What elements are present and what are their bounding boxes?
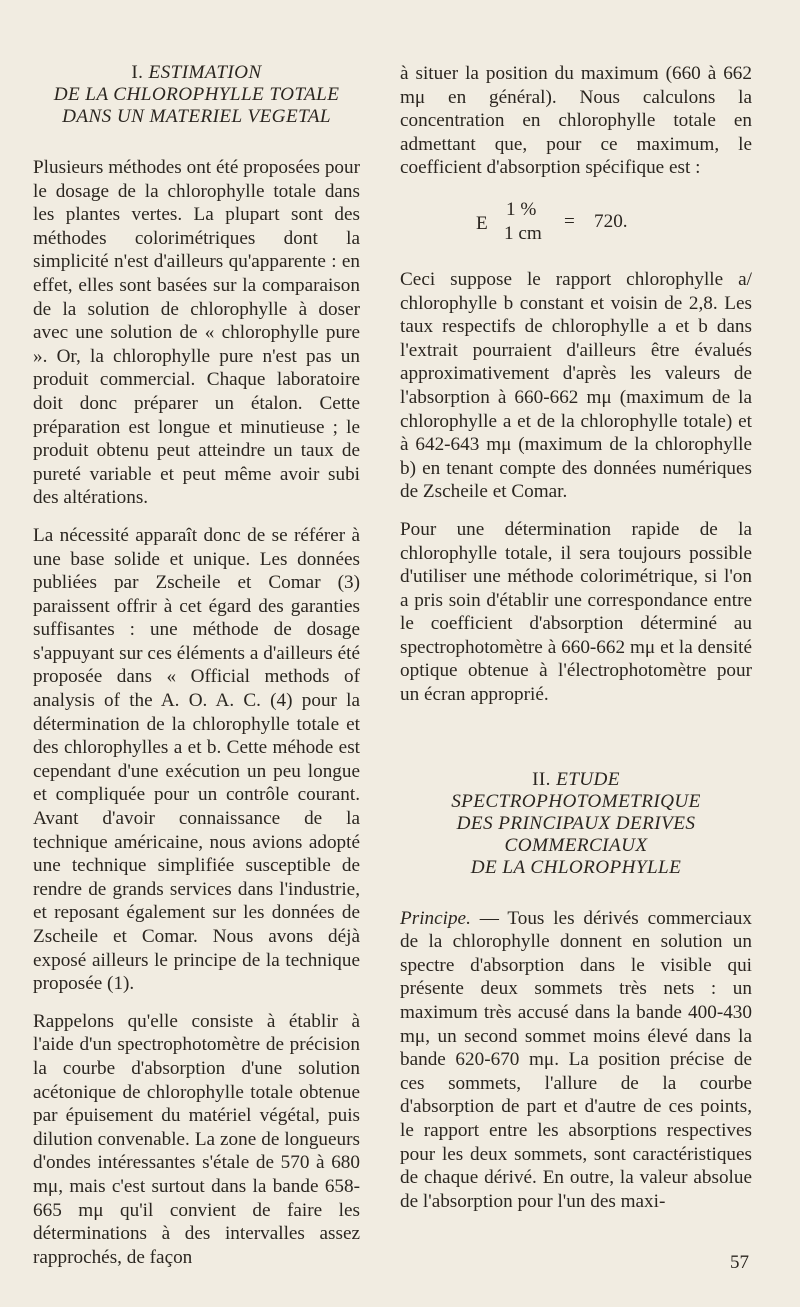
heading-line: ETUDE [556, 768, 620, 790]
heading-line: SPECTROPHOTOMETRIQUE [451, 790, 701, 812]
heading-line: DE LA CHLOROPHYLLE TOTALE [53, 84, 340, 105]
principe-label: Principe. [400, 907, 471, 929]
paragraph: à situer la position du maximum (660 à 662 mμ en général). Nous calculons la concentration en chlorophylle totale en admettant que, pour ce maximum, le coefficient d'absorption spécifique est : [400, 63, 752, 179]
formula-denominator: 1 cm [504, 222, 542, 244]
heading-line: ESTIMATION [148, 62, 262, 83]
paragraph [400, 907, 752, 1214]
heading-line: COMMERCIAUX [504, 834, 648, 856]
formula-value: 720. [594, 210, 628, 232]
page-number: 57 [730, 1252, 749, 1273]
formula-equals: = [564, 210, 575, 232]
heading-line: DES PRINCIPAUX DERIVES [456, 812, 696, 834]
right-column [400, 62, 752, 1227]
section-number: II. [532, 768, 551, 790]
section-heading-1 [33, 62, 360, 128]
paragraph: Rappelons qu'elle consiste à établir à l'aide d'un spectrophotomètre de précision la courbe d'absorption d'une solution acétonique de chlorophylle totale obtenue par épuisement du matériel végétal, puis dilution convenable. La zone de longueurs d'ondes intéressantes s'étale de 570 à 680 mμ, mais c'est surtout dans la bande 658-665 mμ qu'il convient de faire les déterminations à des intervalles assez rapprochés, de façon [33, 1010, 360, 1268]
section-number: I. [131, 62, 144, 83]
section-heading-2 [400, 769, 752, 879]
paragraph: Ceci suppose le rapport chlorophylle a/ chlorophylle b constant et voisin de 2,8. Les taux respectifs de chlorophylle a et b dans l'extrait pourraient d'ailleurs être évalués approximativement d'après les valeurs de l'absorption à 660-662 mμ (maximum de la chlorophylle a et de la chlorophylle totale) et à 642-643 mμ (maximum de la chlorophylle b) en tenant compte des données numériques de Zscheile et Comar. [400, 268, 752, 503]
heading-line: DANS UN MATERIEL VEGETAL [62, 106, 331, 127]
principe-text: — Tous les dérivés commerciaux de la chlorophylle donnent en solution un spectre d'absorption dans le visible qui présente deux sommets très nets : un maximum très accusé dans la bande 400-430 mμ, un second sommet moins élevé dans la bande 620-670 mμ. La position précise de ces sommets, l'allure de la courbe d'absorption de part et d'autre de ces points, le rapport entre les absorptions respectives pour les deux sommets, sont caractéristiques de chaque dérivé. En outre, la valeur absolue de l'absorption pour l'un des maxi- [400, 907, 752, 1212]
left-column [33, 62, 360, 1283]
heading-line: DE LA CHLOROPHYLLE [470, 856, 682, 878]
absorption-coefficient-formula [400, 194, 752, 256]
formula-numerator: 1 % [506, 198, 537, 220]
paragraph: Pour une détermination rapide de la chlorophylle totale, il sera toujours possible d'utiliser une méthode colorimétrique, si l'on a pris soin d'établir une correspondance entre le coefficient d'absorption déterminé au spectrophotomètre à 660-662 mμ et la densité optique obtenue à l'électrophotomètre pour un écran approprié. [400, 518, 752, 706]
formula-symbol: E [476, 212, 488, 234]
paragraph: Plusieurs méthodes ont été proposées pour le dosage de la chlorophylle totale dans les plantes vertes. La plupart sont des méthodes colorimétriques dont la simplicité n'est d'ailleurs qu'apparente : en effet, elles sont basées sur la comparaison de la solution de chlorophylle à doser avec une solution de « chlorophylle pure ». Or, la chlorophylle pure n'est pas un produit commercial. Chaque laboratoire doit donc préparer un étalon. Cette préparation est longue et minutieuse ; le produit obtenu peut atteindre un taux de pureté variable et peut même avoir subi des altérations. [33, 157, 360, 509]
paragraph: La nécessité apparaît donc de se référer à une base solide et unique. Les données publiées par Zscheile et Comar (3) paraissent offrir à cet égard des garanties suffisantes : une méthode de dosage s'appuyant sur ces éléments a d'ailleurs été proposée dans « Official methods of analysis of the A. O. A. C. (4) pour la détermination de la chlorophylle totale et des chlorophylles a et b. Cette méhode est cependant d'une exécution un peu longue et compliquée pour un contrôle courant. Avant d'avoir connaissance de la technique américaine, nous avions adopté une technique simplifiée susceptible de rendre de grands services dans l'industrie, et reposant également sur les données de Zscheile et Comar. Nous avons déjà exposé ailleurs le principe de la technique proposée (1). [33, 524, 360, 995]
